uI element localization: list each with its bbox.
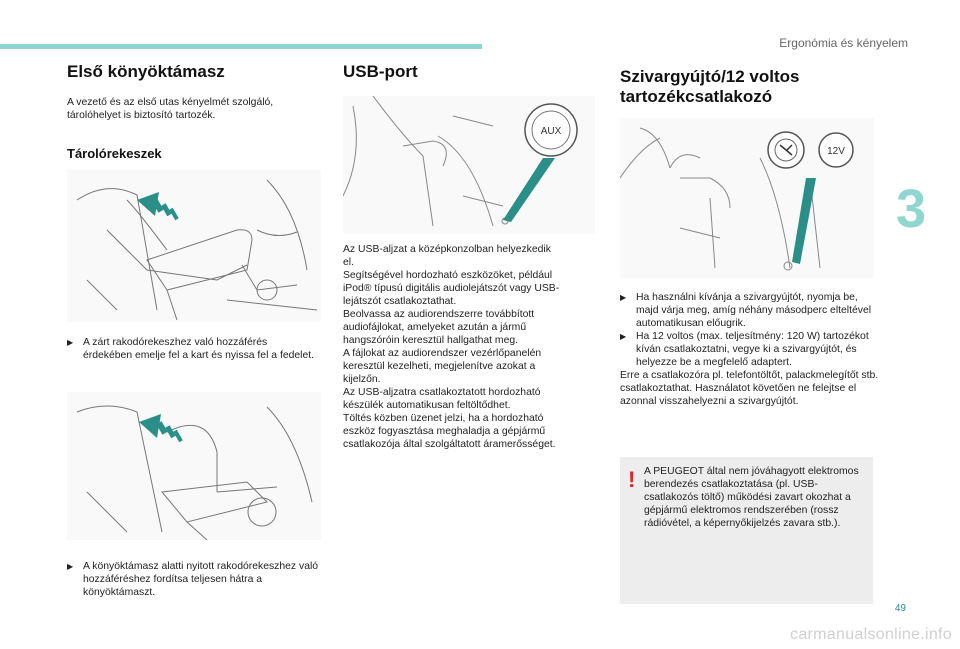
header-accent-bar — [0, 44, 482, 49]
armrest-bullet-1-text: A zárt rakodórekeszhez való hozzáférés érdekében emelje fel a kart és nyissa fel a fedelet. — [83, 337, 315, 361]
warning-box — [620, 457, 873, 604]
armrest-open-drawing — [67, 392, 321, 540]
usb-line-4: lejátszót csatlakoztathat. — [343, 296, 457, 307]
page-number: 49 — [894, 603, 906, 614]
usb-line-1: el. — [343, 257, 354, 268]
armrest-bullet-2 — [67, 560, 319, 599]
12v-socket-label: 12V — [827, 146, 845, 157]
warning-text: A PEUGEOT által nem jóváhagyott elektromos berendezés csatlakoztatása (pl. USB-csatlakozós töltő) működési zavart okozhat a gépjármű elektromos rendszerében (rossz rádióvétel, a képernyőkijelzés zavara stb.). — [644, 466, 859, 529]
lighter-illustration — [620, 118, 874, 278]
lighter-paragraph: Erre a csatlakozóra pl. telefontöltőt, palackmelegítőt stb. csatlakoztathat. Használatot követően ne felejtse el azonnal visszahelyezni a szivargyújtót. — [620, 370, 879, 407]
column-usb — [343, 62, 593, 82]
usb-line-12: készülék automatikusan feltöltődhet. — [343, 400, 511, 411]
usb-line-8: A fájlokat az audiorendszer vezérlőpanelén — [343, 348, 542, 359]
armrest-illustration-closed — [67, 170, 321, 322]
arrow-bullet-icon: ▶ — [67, 562, 74, 571]
lighter-bullet-1 — [620, 291, 882, 330]
lighter-drawing — [620, 118, 874, 278]
usb-title: USB-port — [343, 62, 418, 81]
armrest-bullet-2-text: A könyöktámasz alatti nyitott rakodórekeszhez való hozzáféréshez fordítsa teljesen hátra a könyöktámaszt. — [83, 561, 319, 598]
lighter-bullet-1-text: Ha használni kívánja a szivargyújtót, nyomja be, majd várja meg, amíg néhány másodperc elteltével automatikusan előugrik. — [636, 292, 872, 329]
armrest-closed-drawing — [67, 170, 321, 322]
exclamation-icon: ! — [628, 467, 636, 492]
usb-illustration — [343, 96, 595, 234]
arrow-bullet-icon: ▶ — [620, 332, 627, 341]
usb-text — [343, 243, 598, 451]
armrest-bullet2-wrap — [67, 560, 319, 599]
column-cigarette-lighter — [620, 67, 880, 107]
arrow-bullet-icon: ▶ — [67, 338, 74, 347]
usb-line-15: csatlakozója által szolgáltatott áramerősséget. — [343, 439, 556, 450]
storage-subtitle: Tárolórekeszek — [67, 146, 162, 161]
usb-line-11: Az USB-aljzatra csatlakoztatott hordozható — [343, 387, 541, 398]
armrest-bullet1-wrap — [67, 336, 319, 362]
lighter-text — [620, 291, 882, 408]
lighter-bullet-2 — [620, 330, 882, 369]
usb-drawing — [343, 96, 595, 234]
armrest-title: Első könyöktámasz — [67, 62, 225, 81]
section-title: Ergonómia és kényelem — [779, 36, 908, 50]
usb-line-2: Segítségével hordozható eszközöket, például — [343, 270, 553, 281]
armrest-intro: A vezető és az első utas kényelmét szolgáló, tárolóhelyet is biztosító tartozék. — [67, 97, 274, 121]
usb-line-3: iPod® típusú digitális audiolejátszót vagy USB- — [343, 283, 560, 294]
arrow-bullet-icon: ▶ — [620, 293, 627, 302]
lighter-title-line-2: tartozékcsatlakozó — [620, 87, 773, 106]
usb-line-6: audiofájlokat, amelyeket azután a jármű — [343, 322, 527, 333]
usb-line-7: hangszóróin keresztül hallgathat meg. — [343, 335, 519, 346]
watermark: carmanualsonline.info — [790, 626, 952, 643]
usb-line-9: keresztül kezelheti, megjelenítve azokat a — [343, 361, 536, 372]
armrest-illustration-open — [67, 392, 321, 540]
lighter-bullet-2-text: Ha 12 voltos (max. teljesítmény: 120 W) tartozékot kíván csatlakoztatni, vegye ki a szivargyújtót, és helyezze be a megfelelő adaptert. — [636, 331, 869, 368]
lighter-title-line-1: Szivargyújtó/12 voltos — [620, 67, 800, 86]
armrest-bullet-1 — [67, 336, 319, 362]
usb-line-5: Beolvassa az audiorendszerre továbbított — [343, 309, 535, 320]
usb-line-0: Az USB-aljzat a középkonzolban helyezkedik — [343, 244, 551, 255]
usb-line-10: kijelzőn. — [343, 374, 381, 385]
usb-line-14: eszköz fogyasztása meghaladja a gépjármű — [343, 426, 546, 437]
chapter-number: 3 — [895, 179, 926, 239]
column-armrest — [67, 62, 319, 161]
aux-socket-label: AUX — [540, 126, 562, 137]
usb-line-13: Töltés közben üzenet jelzi, ha a hordozható — [343, 413, 544, 424]
